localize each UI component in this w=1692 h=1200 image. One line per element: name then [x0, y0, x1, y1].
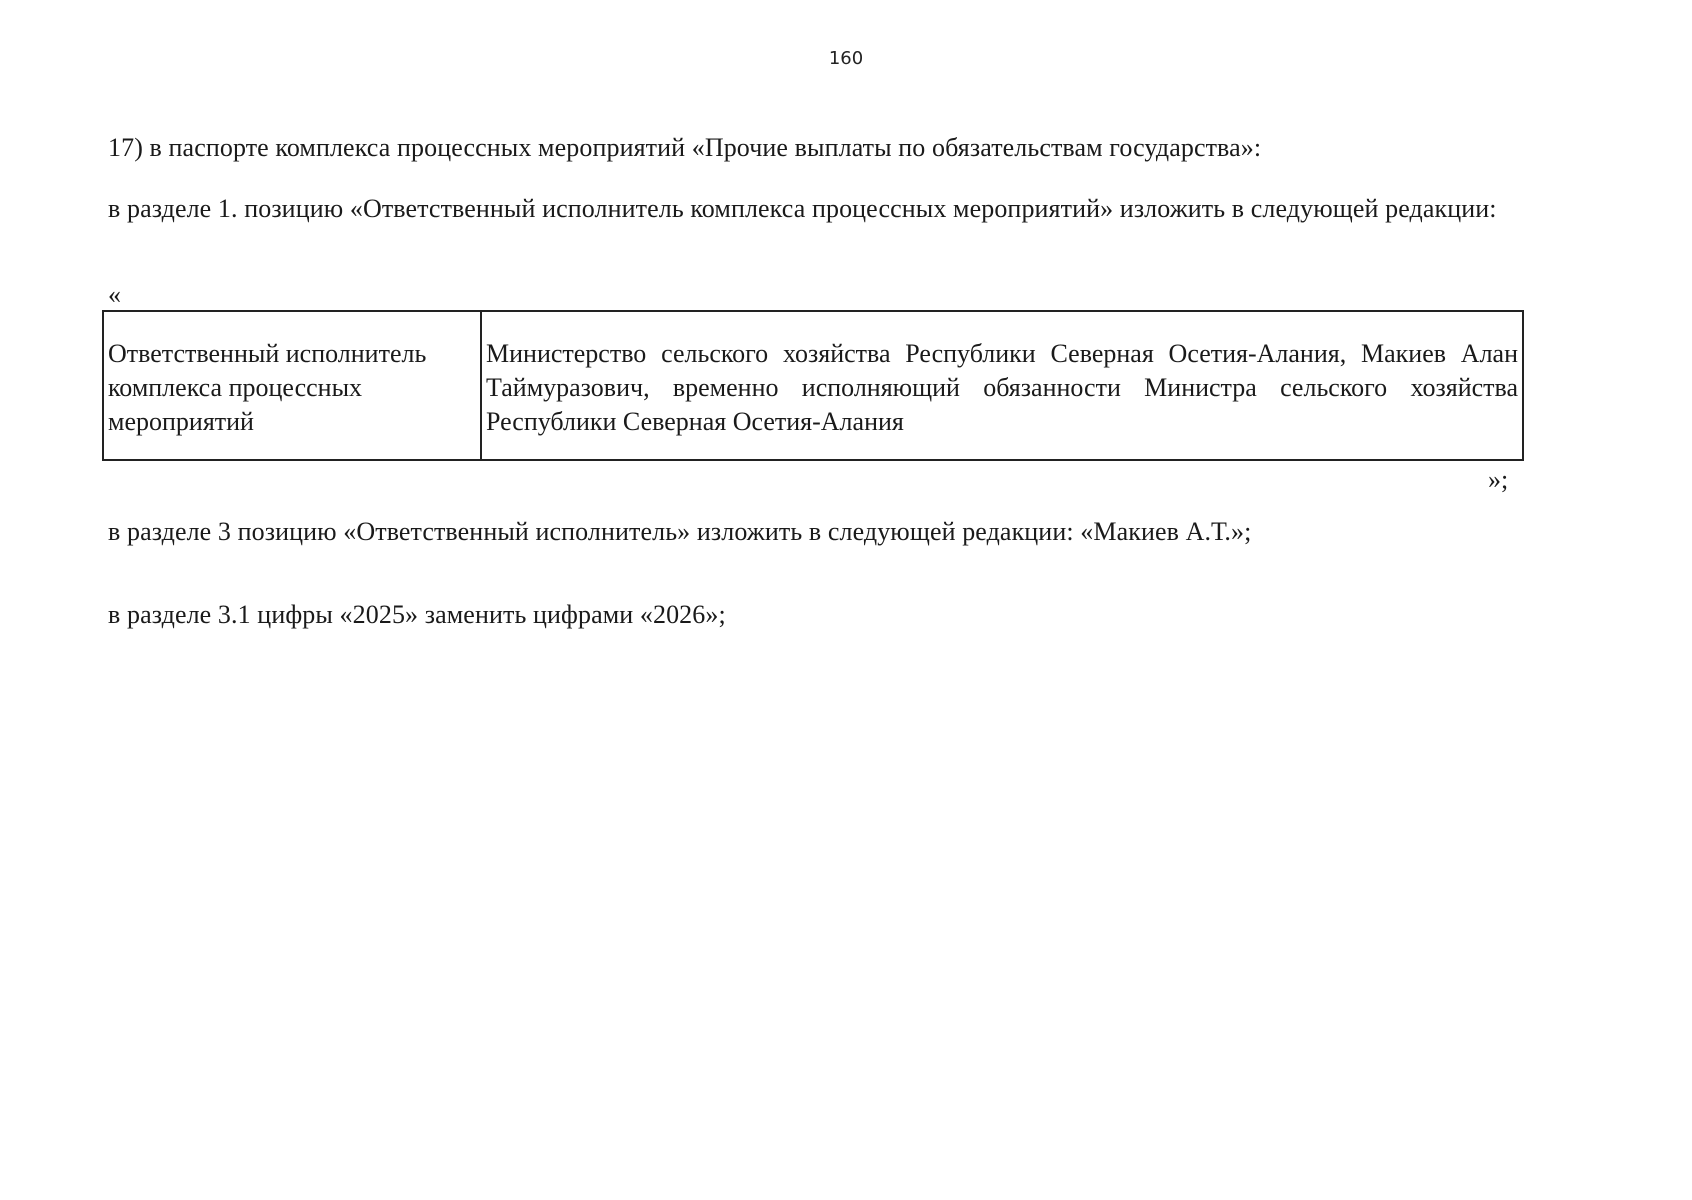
- table-cell-value: Министерство сельского хозяйства Республики Северная Осетия-Алания, Макиев Алан Таймуразович, временно исполняющий обязанности Министра сельского хозяйства Республики Северная Осетия-Алания: [486, 339, 1518, 436]
- paragraph-item-17: 17) в паспорте комплекса процессных мероприятий «Прочие выплаты по обязательствам государства»:: [108, 133, 1262, 162]
- closing-quote: »;: [1488, 465, 1509, 494]
- paragraph-section-3: в разделе 3 позицию «Ответственный исполнитель» изложить в следующей редакции: «Макиев А.Т.»;: [108, 517, 1252, 546]
- table-cell-label: Ответственный исполнитель комплекса процессных мероприятий: [104, 312, 482, 459]
- responsible-executor-table: [102, 310, 1524, 461]
- paragraph-section-1: в разделе 1. позицию «Ответственный исполнитель комплекса процессных мероприятий» изложить в следующей редакции:: [108, 194, 1497, 223]
- paragraph-section-3-1: в разделе 3.1 цифры «2025» заменить цифрами «2026»;: [108, 600, 726, 629]
- page-number: 160: [828, 48, 864, 69]
- opening-quote: «: [108, 280, 122, 309]
